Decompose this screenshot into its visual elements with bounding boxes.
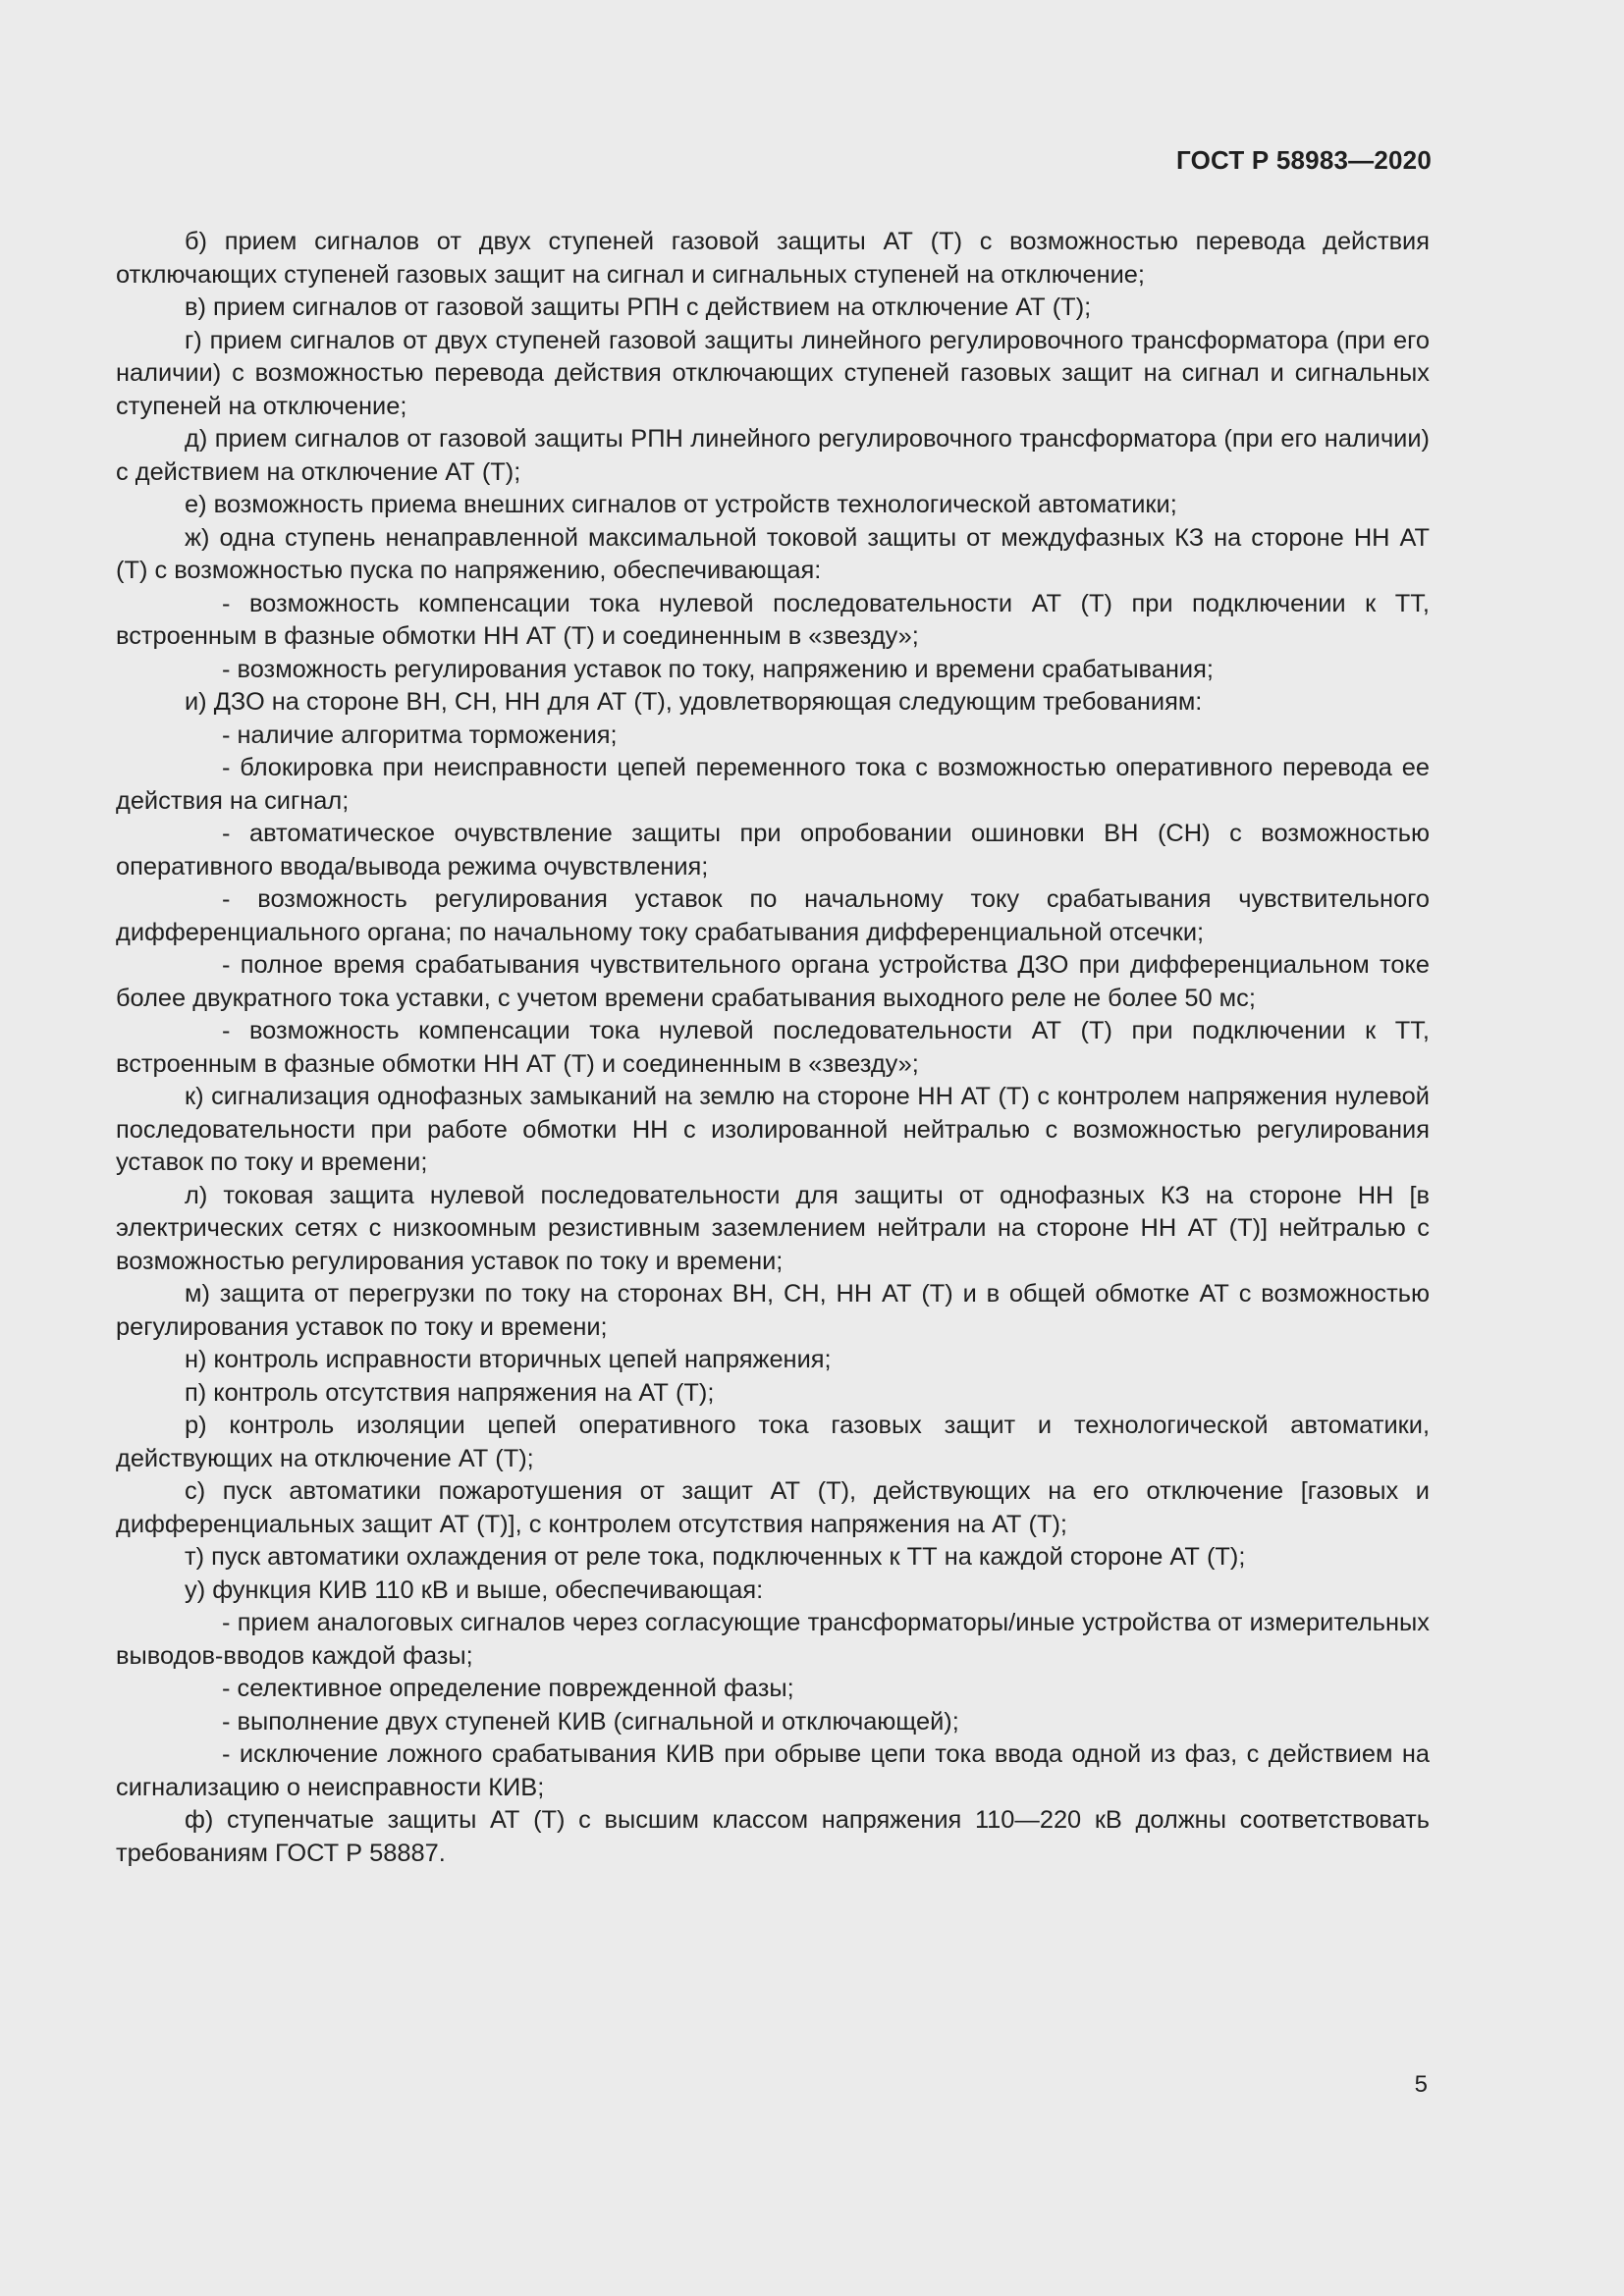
list-item: п) контроль отсутствия напряжения на АТ (Т); (185, 1378, 715, 1407)
list-item: с) пуск автоматики пожаротушения от защит АТ (Т), действующих на его отключение [газовых и дифференциальных защит АТ (Т)], с контролем отсутствия напряжения на АТ (Т); (116, 1477, 1430, 1538)
list-item: н) контроль исправности вторичных цепей напряжения; (185, 1346, 832, 1373)
list-item: в) прием сигналов от газовой защиты РПН с действием на отключение АТ (Т); (185, 294, 1092, 321)
list-sub-item: - селективное определение поврежденной фазы; (222, 1675, 794, 1702)
list-item: т) пуск автоматики охлаждения от реле тока, подключенных к ТТ на каждой стороне АТ (Т); (185, 1543, 1246, 1571)
list-item: ж) одна ступень ненаправленной максимальной токовой защиты от междуфазных КЗ на стороне НН АТ (Т) с возможностью пуска по напряжению, обеспечивающая: (116, 523, 1430, 584)
list-sub-item: - возможность регулирования уставок по начальному току срабатывания чувствительного дифференциального органа; по начальному току срабатывания дифференциальной отсечки; (116, 885, 1430, 946)
list-item: д) прием сигналов от газовой защиты РПН линейного регулировочного трансформатора (при его наличии) с действием на отключение АТ (Т); (116, 425, 1430, 486)
list-item: у) функция КИВ 110 кВ и выше, обеспечивающая: (185, 1575, 764, 1604)
list-item: ф) ступенчатые защиты АТ (Т) с высшим классом напряжения 110—220 кВ должны соответствовать требованиям ГОСТ Р 58887. (116, 1806, 1430, 1867)
page-number: 5 (1414, 2071, 1428, 2098)
list-sub-item: - блокировка при неисправности цепей переменного тока с возможностью оперативного перевода ее действия на сигнал; (116, 754, 1430, 815)
document-body (116, 226, 1430, 1870)
list-item: и) ДЗО на стороне ВН, СН, НН для АТ (Т), удовлетворяющая следующим требованиям: (185, 688, 1203, 716)
list-item: л) токовая защита нулевой последовательности для защиты от однофазных КЗ на стороне НН [в электрических сетях с низкоомным резистивным заземлением нейтрали на стороне НН АТ (Т)] нейтралью с возможностью регулирования уставок по току и времени; (116, 1181, 1430, 1275)
list-item: е) возможность приема внешних сигналов от устройств технологической автоматики; (185, 491, 1177, 518)
list-sub-item: - прием аналоговых сигналов через согласующие трансформаторы/иные устройства от измерительных выводов-вводов каждой фазы; (116, 1609, 1430, 1670)
list-item: м) защита от перегрузки по току на сторонах ВН, СН, НН АТ (Т) и в общей обмотке АТ с возможностью регулирования уставок по току и времени; (116, 1280, 1430, 1341)
list-item: к) сигнализация однофазных замыканий на землю на стороне НН АТ (Т) с контролем напряжения нулевой последовательности при работе обмотки НН с изолированной нейтралью с возможностью регулирования уставок по току и времени; (116, 1083, 1430, 1176)
list-item: г) прием сигналов от двух ступеней газовой защиты линейного регулировочного трансформатора (при его наличии) с возможностью перевода действия отключающих ступеней газовых защит на сигнал и сигнальных ступеней на отключение; (116, 326, 1430, 420)
list-sub-item: - возможность компенсации тока нулевой последовательности АТ (Т) при подключении к ТТ, встроенным в фазные обмотки НН АТ (Т) и соединенным в «звезду»; (116, 1017, 1430, 1078)
document-code-header: ГОСТ Р 58983—2020 (1176, 145, 1432, 175)
list-sub-item: - выполнение двух ступеней КИВ (сигнальной и отключающей); (222, 1707, 959, 1735)
list-sub-item: - возможность компенсации тока нулевой последовательности АТ (Т) при подключении к ТТ, встроенным в фазные обмотки НН АТ (Т) и соединенным в «звезду»; (116, 589, 1430, 650)
list-item: б) прием сигналов от двух ступеней газовой защиты АТ (Т) с возможностью перевода действия отключающих ступеней газовых защит на сигнал и сигнальных ступеней на отключение; (116, 228, 1430, 289)
list-sub-item: - автоматическое очувствление защиты при опробовании ошиновки ВН (СН) с возможностью оперативного ввода/вывода режима очувствления; (116, 820, 1430, 881)
list-sub-item: - возможность регулирования уставок по току, напряжению и времени срабатывания; (222, 655, 1214, 683)
list-sub-item: - исключение ложного срабатывания КИВ при обрыве цепи тока ввода одной из фаз, с действием на сигнализацию о неисправности КИВ; (116, 1740, 1430, 1801)
list-sub-item: - полное время срабатывания чувствительного органа устройства ДЗО при дифференциальном токе более двукратного тока уставки, с учетом времени срабатывания выходного реле не более 50 мс; (116, 951, 1430, 1012)
list-sub-item: - наличие алгоритма торможения; (222, 721, 618, 749)
list-item: р) контроль изоляции цепей оперативного тока газовых защит и технологической автоматики, действующих на отключение АТ (Т); (116, 1412, 1430, 1472)
